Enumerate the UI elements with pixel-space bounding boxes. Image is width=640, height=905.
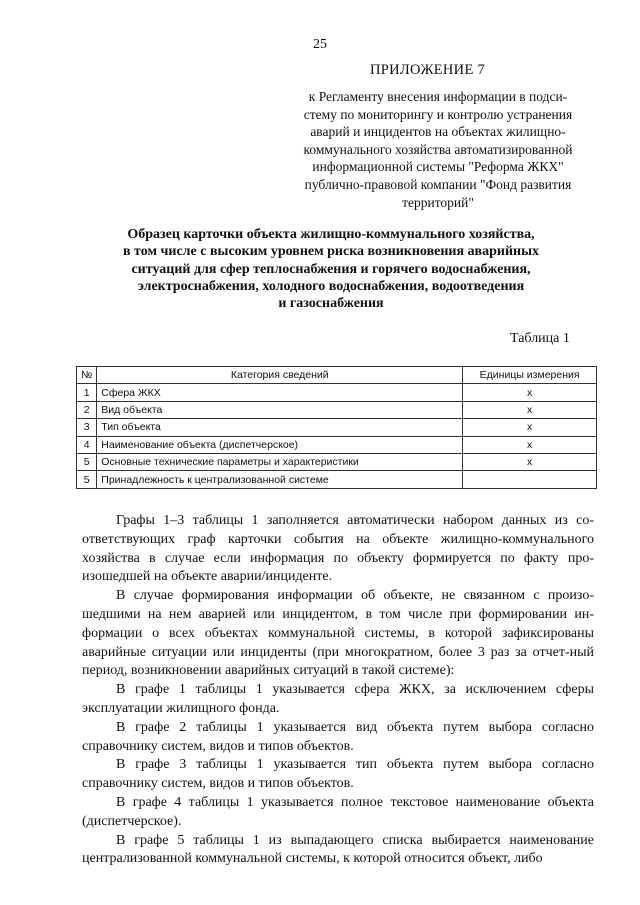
appendix-subtitle-line: стему по мониторингу и контролю устранения <box>303 106 573 122</box>
header-unit: Единицы измерения <box>463 367 597 384</box>
paragraph: В графе 1 таблицы 1 указывается сфера ЖКХ, за исключением сферы эксплуатации жилищного фонда. <box>82 682 594 716</box>
row-unit: x <box>463 384 597 401</box>
appendix-subtitle-line: территорий" <box>402 194 474 210</box>
paragraph: В графе 4 таблицы 1 указывается полное текстовое наименование объекта (диспетчерское). <box>82 794 594 829</box>
row-category: Сфера ЖКХ <box>97 384 463 401</box>
row-unit <box>463 471 597 488</box>
table-row <box>77 453 597 470</box>
header-category: Категория сведений <box>97 367 463 384</box>
row-category: Принадлежность к централизованной системе <box>97 471 463 488</box>
page-number: 25 <box>313 37 327 52</box>
row-category: Основные технические параметры и характеристики <box>97 453 463 470</box>
paragraph: В случае формирования информации об объекте, не связанном с произо-шедшими на нем аварией или инцидентом, в том числе при формировании ин-формации о всех объектах коммунальной системы, в которой зафиксированы аварийные ситуации или инциденты (при многократном, более 3 раз за отчет-ный период, возникновении аварийных ситуаций в такой системе): <box>82 588 594 679</box>
row-number: 2 <box>77 401 97 418</box>
row-unit: x <box>463 453 597 470</box>
body-text <box>82 512 594 869</box>
heading-line: ситуаций для сфер теплоснабжения и горячего водоснабжения, <box>131 261 531 277</box>
appendix-subtitle <box>268 88 608 211</box>
row-category: Тип объекта <box>97 419 463 436</box>
paragraph: Графы 1–3 таблицы 1 заполняется автоматически набором данных из со-ответствующих граф карточки события на объекте жилищно-коммунального хозяйства в случае если информация по объекту формируется по факту про-изошедшей на объекте аварии/инциденте. <box>82 513 594 585</box>
appendix-subtitle-line: публично-правовой компании "Фонд развития <box>304 176 572 192</box>
row-number: 5 <box>77 471 97 488</box>
table-row <box>77 471 597 488</box>
table-row <box>77 384 597 401</box>
table-row <box>77 401 597 418</box>
row-category: Наименование объекта (диспетчерское) <box>97 436 463 453</box>
document-heading <box>96 226 566 312</box>
table-row <box>77 436 597 453</box>
table-row <box>77 419 597 436</box>
appendix-subtitle-line: коммунального хозяйства автоматизированной <box>303 141 573 157</box>
heading-line: электроснабжения, холодного водоснабжения, водоотведения <box>137 278 525 294</box>
row-number: 1 <box>77 384 97 401</box>
row-unit: x <box>463 401 597 418</box>
heading-line: Образец карточки объекта жилищно-коммунального хозяйства, <box>127 227 535 242</box>
object-card-table <box>76 366 597 489</box>
row-number: 3 <box>77 419 97 436</box>
row-unit: x <box>463 436 597 453</box>
paragraph: В графе 5 таблицы 1 из выпадающего списка выбирается наименование централизованной коммунальной системы, к которой относится объект, либо <box>82 832 594 867</box>
appendix-subtitle-line: к Регламенту внесения информации в подси- <box>308 89 568 104</box>
heading-line: в том числе с высоким уровнем риска возникновения аварийных <box>122 244 540 260</box>
paragraph: В графе 2 таблицы 1 указывается вид объекта путем выбора согласно справочнику систем, видов и типов объектов. <box>82 719 594 754</box>
appendix-title: ПРИЛОЖЕНИЕ 7 <box>370 62 486 78</box>
row-unit: x <box>463 419 597 436</box>
row-number: 5 <box>77 453 97 470</box>
row-number: 4 <box>77 436 97 453</box>
paragraph: В графе 3 таблицы 1 указывается тип объекта путем выбора согласно справочнику систем, видов и типов объектов. <box>82 757 594 792</box>
appendix-subtitle-line: аварий и инцидентов на объектах жилищно- <box>310 124 566 140</box>
heading-line: и газоснабжения <box>278 296 384 312</box>
table-header-row <box>77 367 597 384</box>
appendix-subtitle-line: информационной системы "Реформа ЖКХ" <box>312 159 564 175</box>
row-category: Вид объекта <box>97 401 463 418</box>
header-number: № <box>77 367 97 384</box>
table-label: Таблица 1 <box>510 331 570 346</box>
